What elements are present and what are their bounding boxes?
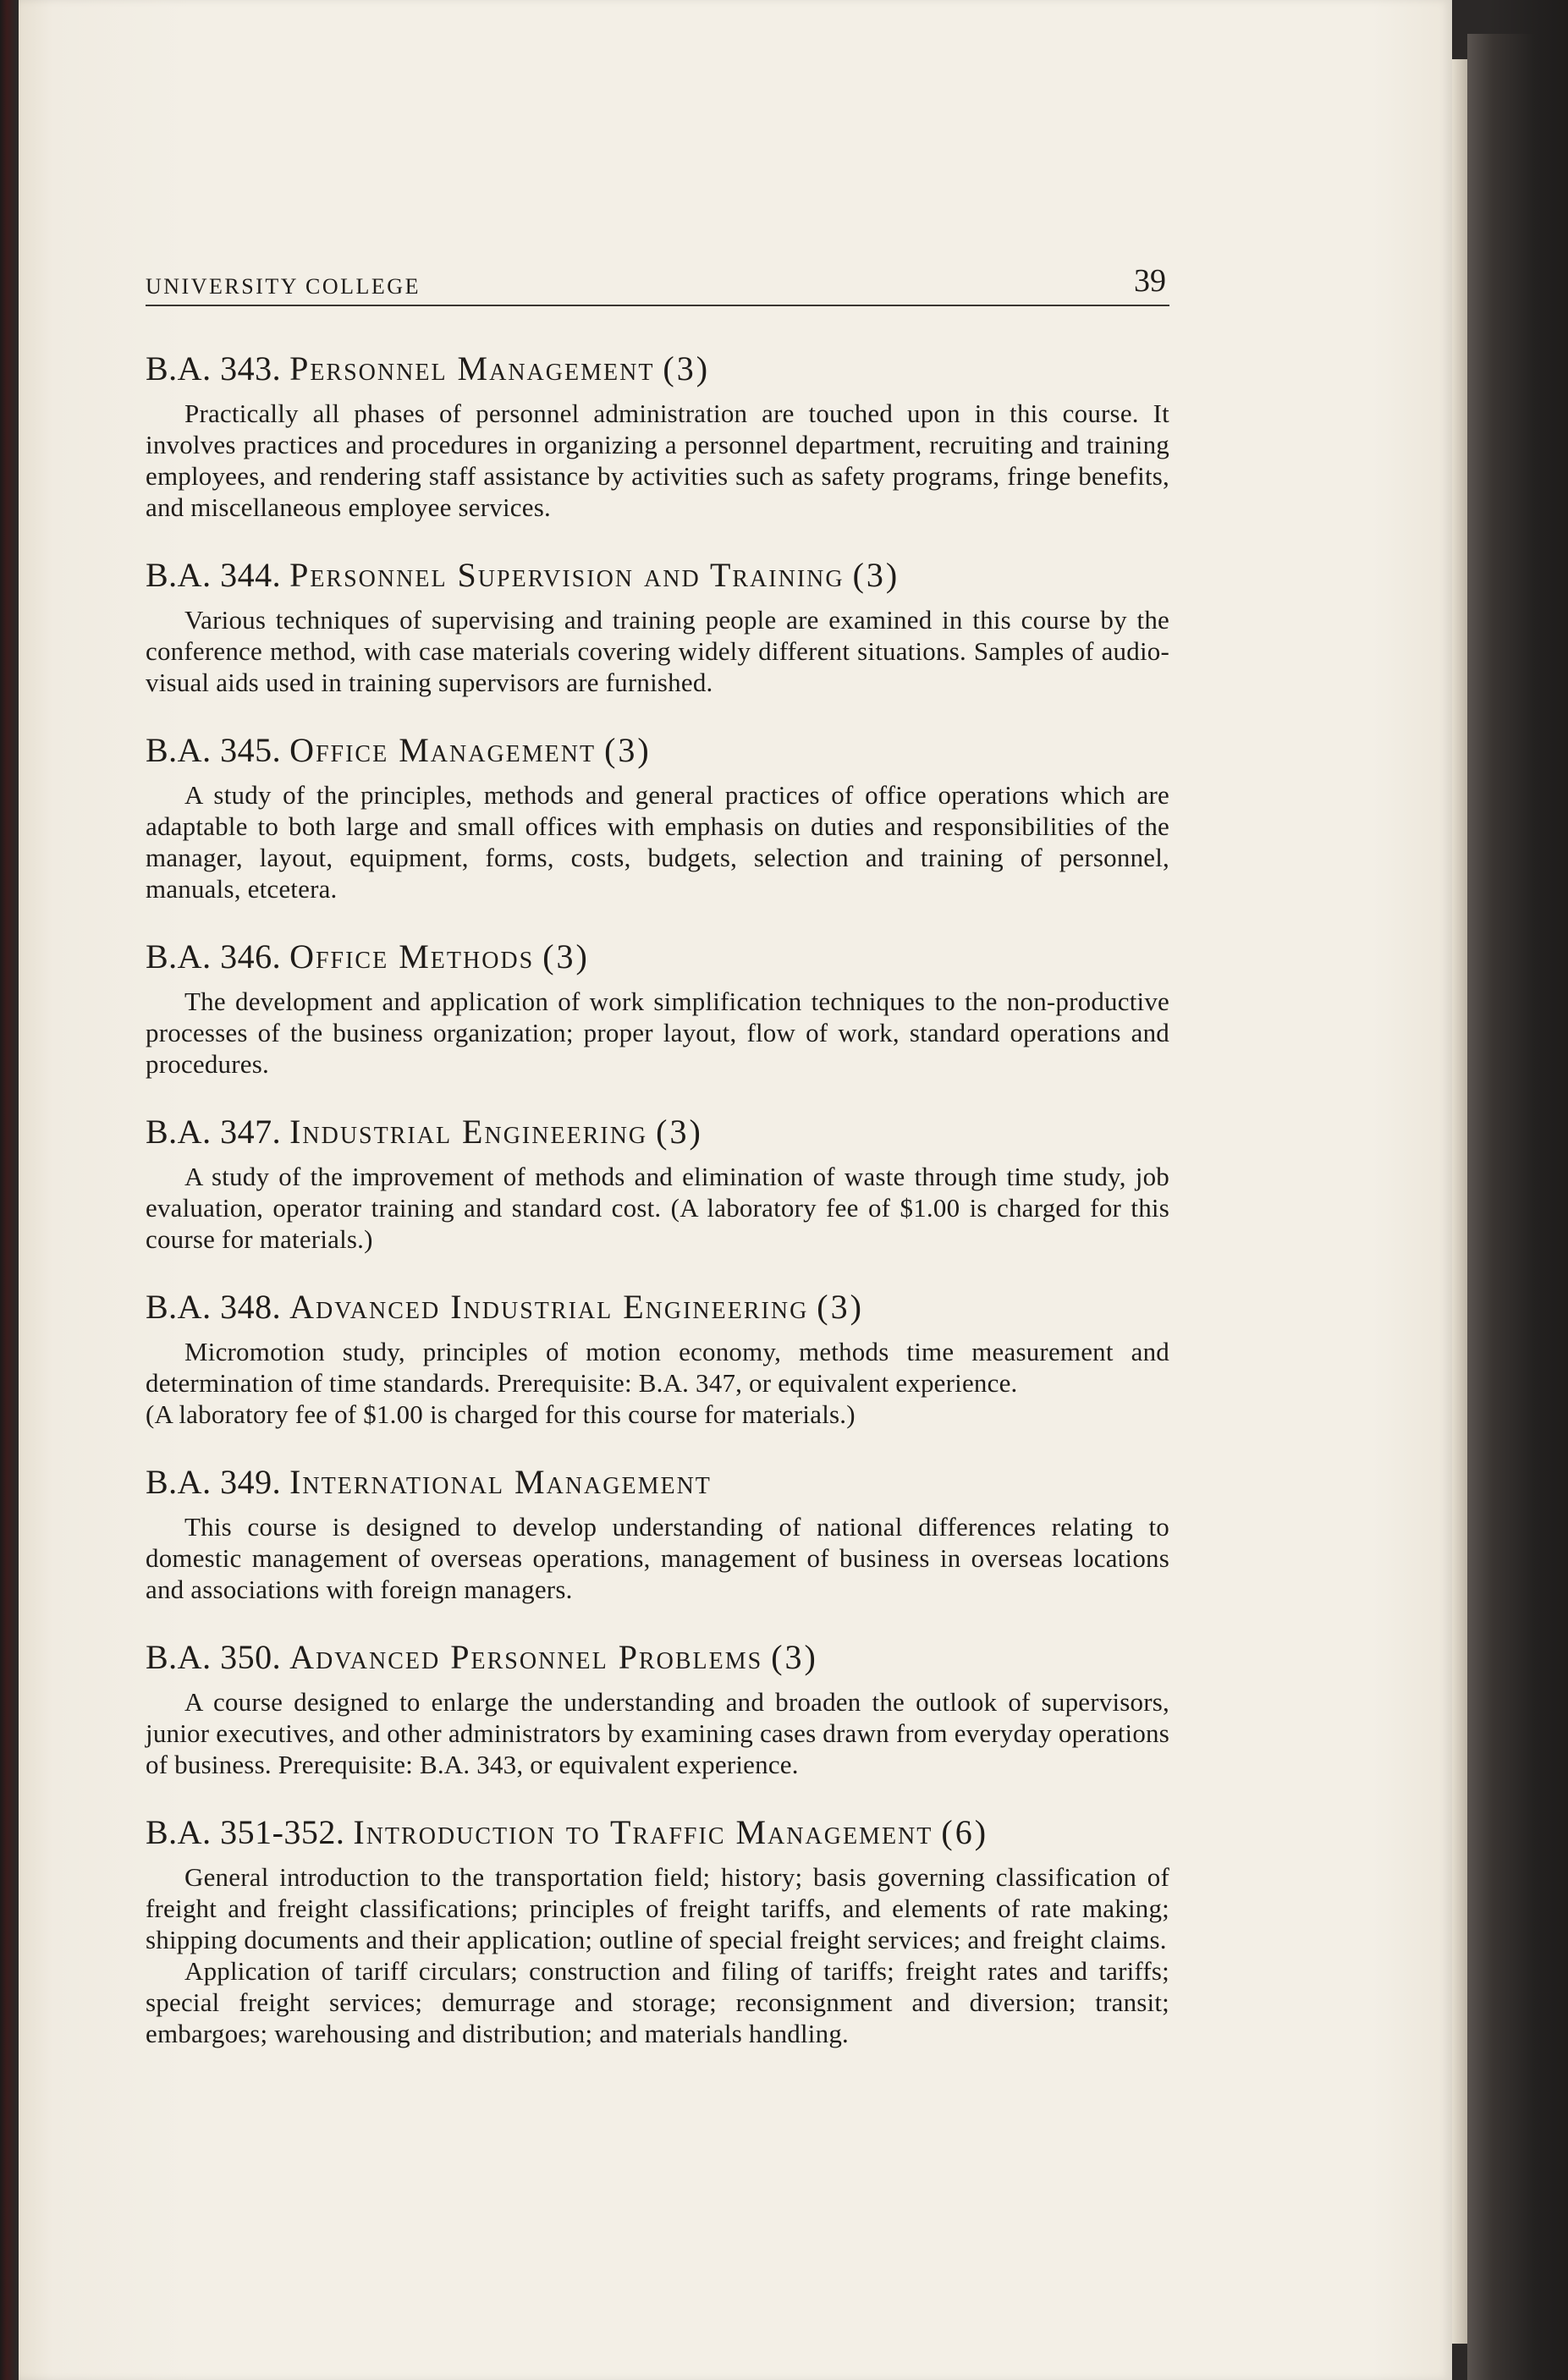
course-entry: [146, 1639, 1169, 1780]
course-entry: [146, 557, 1169, 698]
course-description-continued: Application of tariff circulars; construction and filing of tariffs; freight rates and tariffs; special freight services; demurrage and storage; reconsignment and diversion; transit; embargoes; warehousing and distribution; and materials handling.: [146, 1956, 1169, 2048]
course-code: B.A. 343.: [146, 349, 282, 388]
course-description: A course designed to enlarge the understanding and broaden the outlook of supervisors, junior executives, and other administrators by examining cases drawn from everyday operations of business. Prerequisite: B.A. 343, or equivalent experience.: [146, 1687, 1170, 1779]
course-title: Office Management: [289, 731, 597, 769]
course-code: B.A. 349.: [146, 1463, 282, 1501]
course-heading: [146, 1639, 1169, 1676]
course-heading: [146, 732, 1169, 769]
course-description: Various techniques of supervising and training people are examined in this course by the conference method, with case materials covering widely different situations. Samples of audio-visual aids used in training supervisors are furnished.: [146, 605, 1169, 697]
course-code: B.A. 347.: [146, 1113, 282, 1151]
course-credits: (6): [941, 1813, 989, 1851]
course-entry: [146, 1464, 1169, 1605]
course-description: The development and application of work simplification techniques to the non-productive processes of the business organization; proper layout, flow of work, standard operations and procedures.: [146, 987, 1169, 1079]
course-credits: (3): [604, 731, 652, 769]
course-entry: [146, 1113, 1169, 1255]
running-title: UNIVERSITY COLLEGE: [146, 274, 421, 299]
course-description: Practically all phases of personnel administration are touched upon in this course. It involves practices and procedures in organizing a personnel department, recruiting and training employees, and rendering staff assistance by activities such as safety programs, fringe benefits, and miscellaneous employee services.: [146, 398, 1169, 522]
course-title: Personnel Management: [289, 349, 655, 388]
course-heading: [146, 1113, 1169, 1151]
course-title: Introduction to Traffic Management: [353, 1813, 933, 1851]
course-credits: (3): [852, 556, 900, 594]
course-description: A study of the improvement of methods and elimination of waste through time study, job evaluation, operator training and standard cost. (A laboratory fee of $1.00 is charged for this course for materials.): [146, 1162, 1169, 1254]
course-credits: (3): [663, 349, 711, 388]
course-entry: [146, 1289, 1169, 1430]
course-title: Advanced Industrial Engineering: [289, 1288, 809, 1326]
course-title: Personnel Supervision and Training: [289, 556, 845, 594]
course-description: This course is designed to develop understanding of national differences relating to domestic management of overseas operations, management of business in overseas locations and associations with foreign managers.: [146, 1512, 1169, 1604]
course-title: International Management: [289, 1463, 712, 1501]
course-credits: (3): [771, 1638, 818, 1676]
course-code: B.A. 346.: [146, 937, 282, 976]
page-number: 39: [1134, 263, 1166, 299]
course-title: Office Methods: [289, 937, 535, 976]
course-credits: (3): [542, 937, 590, 976]
course-title: Advanced Personnel Problems: [289, 1638, 763, 1676]
course-entry: [146, 1814, 1169, 2049]
page-content: [146, 254, 1169, 2049]
course-title: Industrial Engineering: [289, 1113, 648, 1151]
course-code: B.A. 351-352.: [146, 1813, 345, 1851]
course-code: B.A. 344.: [146, 556, 282, 594]
course-heading: [146, 1814, 1169, 1851]
course-heading: [146, 557, 1169, 594]
page: [19, 0, 1452, 2380]
running-header: [146, 254, 1169, 306]
course-entry: [146, 732, 1169, 904]
course-code: B.A. 350.: [146, 1638, 282, 1676]
course-entry: [146, 938, 1169, 1080]
course-code: B.A. 345.: [146, 731, 282, 769]
course-heading: [146, 938, 1169, 976]
course-heading: [146, 1289, 1169, 1326]
course-code: B.A. 348.: [146, 1288, 282, 1326]
course-description: General introduction to the transportation field; history; basis governing classification of freight and freight classifications; principles of freight tariffs, and elements of rate making; shipping documents and their application; outline of special freight services; and freight claims.: [146, 1862, 1169, 1954]
course-heading: [146, 1464, 1169, 1501]
course-description: Micromotion study, principles of motion economy, methods time measurement and determination of time standards. Prerequisite: B.A. 347, or equivalent experience.: [146, 1337, 1169, 1398]
course-description: A study of the principles, methods and general practices of office operations which are adaptable to both large and small offices with emphasis on duties and responsibilities of the manager, layout, equipment, forms, costs, budgets, selection and training of personnel, manuals, etcetera.: [146, 780, 1169, 904]
course-credits: (3): [656, 1113, 703, 1151]
course-credits: (3): [817, 1288, 864, 1326]
course-entry: [146, 350, 1169, 523]
course-lab-fee-note: (A laboratory fee of $1.00 is charged for this course for materials.): [146, 1399, 856, 1429]
course-heading: [146, 350, 1169, 388]
book-edge-shadow: [1467, 34, 1535, 2380]
